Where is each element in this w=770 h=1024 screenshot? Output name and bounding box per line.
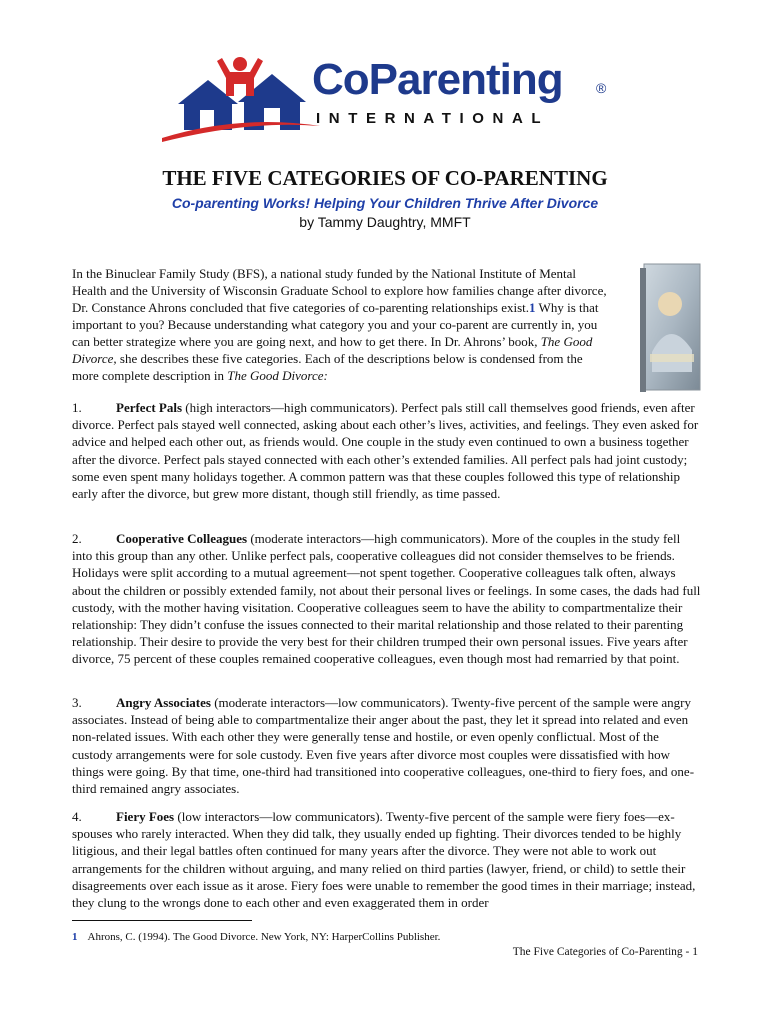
document-subtitle: Co-parenting Works! Helping Your Children Thrive After Divorce [171,195,599,211]
document-title: THE FIVE CATEGORIES OF CO-PARENTING [162,166,608,190]
footnote: 1 Ahrons, C. (1994). The Good Divorce. New York, NY: HarperCollins Publisher. [72,931,441,943]
logo-subtitle: INTERNATIONAL [316,110,550,127]
logo-registered-mark: ® [596,80,607,96]
category-name: Fiery Foes [116,809,175,824]
category-name: Cooperative Colleagues [116,531,248,546]
page-footer: The Five Categories of Co-Parenting - 1 [512,946,698,958]
book-cover-image [640,262,702,392]
intro-paragraph: In the Binuclear Family Study (BFS), a national study funded by the National Institute of Mental Health and the University of Wisconsin Graduate School to explore how families change after divorce, Dr. Constance Ahrons concluded that five categories of co-parenting relationships exist.1 Why is that important to you? Because understanding what category you and your co-parent are currently in, you can better strategize where you are going next, and how to get there. In Dr. Ahrons’ book, The Good Divorce, she describes these five categories. Each of the descriptions below is condensed from the more complete description in The Good Divorce: [72,266,607,383]
list-item: 4. Fiery Foes (low interactors—low communicators). Twenty-five percent of the sample were fiery foes—ex-spouses who rarely interacted. When they did talk, they usually ended up fighting. Their divorces tended to be highly litigious, and their legal battles often continued for many years after the divorce. They were not able to work out arrangements for the children without arguing, and many relied on third parties (lawyer, friend, or child) to settle their disagreements over each issue as it arose. Fiery foes were unable to remember the good times in their marriage; instead, they clung to the wrongs done to each other and even exaggerated them in order [72,809,696,911]
category-name: Perfect Pals [116,400,183,415]
person-head-icon [233,57,247,71]
footnote-reference[interactable]: 1 [529,300,536,315]
logo-brand: CoParenting [312,55,563,104]
list-item: 3. Angry Associates (moderate interactors—low communicators). Twenty-five percent of the sample were angry associates. Instead of being able to compartmentalize their anger about the past, they let it spread into related and even non-related issues. With each other they were generally tense and hostile, or even openly conflictual. Most of the custody arrangements were for sole custody. Even five years after divorce most couples were dissatisfied with how things were going. By that time, one-third had transitioned into cooperative colleagues, one-third to fiery foes, and one-third remained angry associates. [72,695,695,797]
category-name: Angry Associates [116,695,211,710]
list-item: 2. Cooperative Colleagues (moderate interactors—high communicators). More of the couples in the study fell into this group than any other. Unlike perfect pals, cooperative colleagues did not consider themselves to be friends. Holidays were split according to a mutual agreement—not spent together. Cooperative colleagues talk often, always about the children or possibly extended family, not about their personal lives or feelings. In some cases, the dads had full custody, with the mother having visitation. Cooperative colleagues seem to have the ability to compartmentalize their relationship: They didn’t confuse the issues connected to their marital relationship and those related to their parenting relationship. Their desire to provide the very best for their children trumped their own personal issues. Five years after divorce, 75 percent of these couples remained cooperative colleagues, even though most had remarried by that point. [72,531,701,667]
footnote-divider [72,920,252,921]
byline: by Tammy Daughtry, MMFT [299,214,471,230]
list-item: 1. Perfect Pals (high interactors—high communicators). Perfect pals still call themselves good friends, even after divorce. Perfect pals stayed well connected, asking about each other’s lives, activities, and feelings. They even asked for advice and helped each other out, as friends would. One couple in the study even continued to own a business together after the divorce. Perfect pals stayed connected with each other’s extended families. All perfect pals had joint custody; some even spent many holidays together. A common pattern was that these couples followed this type of relationship early after the divorce, but grew more distant, though still friendly, as time passed. [72,400,699,502]
